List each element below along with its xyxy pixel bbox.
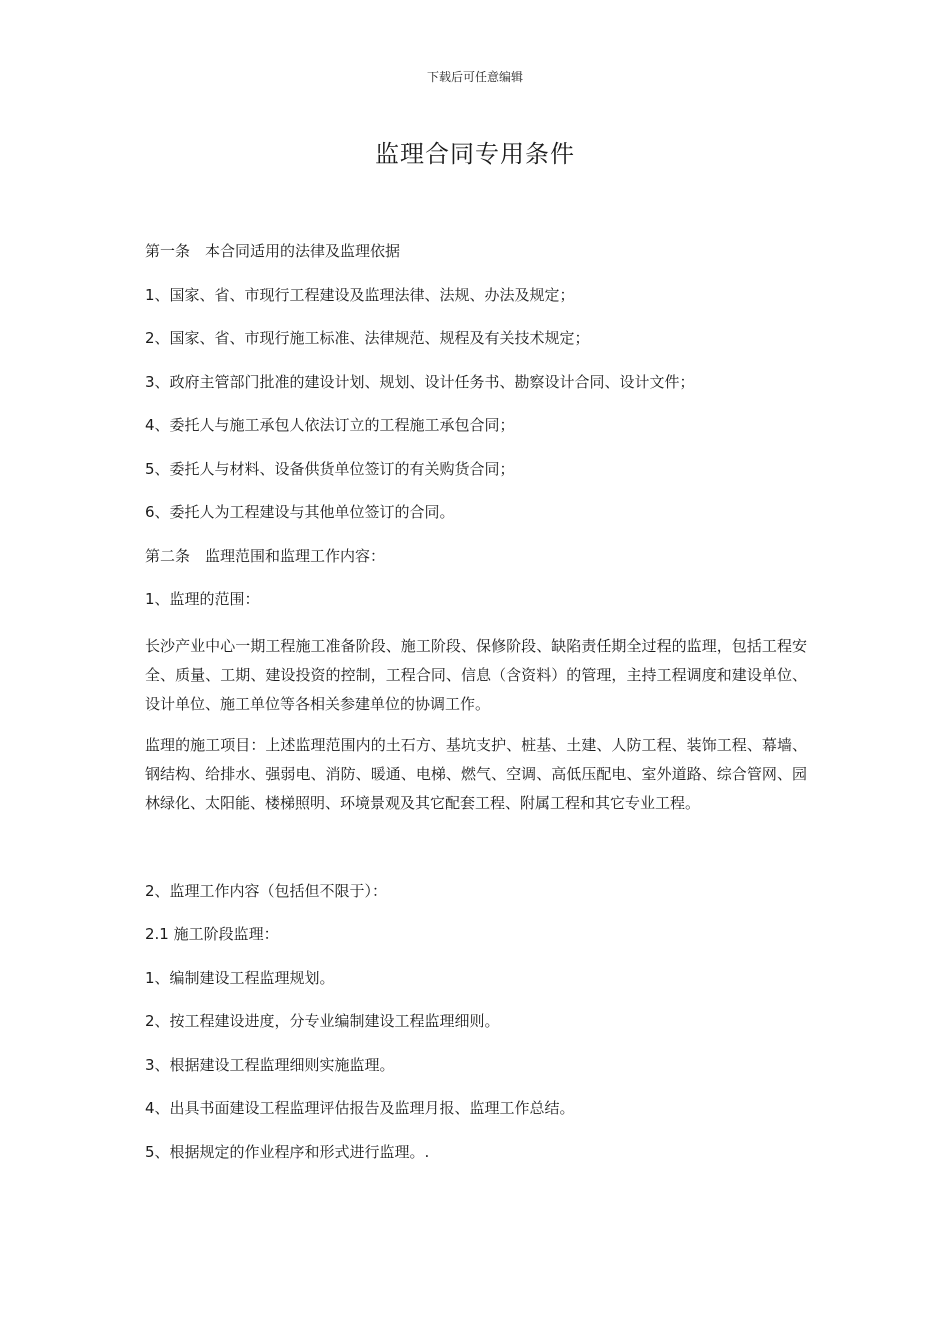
section1-item: 2、国家、省、市现行施工标准、法律规范、规程及有关技术规定； [145,329,590,347]
section1-item: 4、委托人与施工承包人依法订立的工程施工承包合同； [145,416,515,434]
content-heading: 2、监理工作内容（包括但不限于）： [145,881,388,900]
blank-line [145,830,807,880]
section1-item: 1、国家、省、市现行工程建设及监理法律、法规、办法及规定； [145,285,575,304]
scope-heading: 1、监理的范围： [145,590,260,608]
stage-heading: 2.1 施工阶段监理： [145,925,279,943]
stage-item: 1、编制建设工程监理规划。 [145,968,335,987]
section1-heading: 第一条 本合同适用的法律及监理依据 [145,242,401,260]
stage-item: 5、根据规定的作业程序和形式进行监理。. [145,1142,430,1161]
projects-text: 监理的施工项目：上述监理范围内的土石方、基坑支护、桩基、土建、人防工程、装饰工程、幕墙、钢结构、给排水、强弱电、消防、暖通、电梯、燃气、空调、高低压配电、室外道路、综合管网、园林绿化、太阳能、楼梯照明、环境景观及其它配套工程、附属工程和其它专业工程。 [145,735,807,812]
stage-item: 3、根据建设工程监理细则实施监理。 [145,1055,395,1074]
section2-heading: 第二条 监理范围和监理工作内容： [145,546,386,565]
section1-item: 6、委托人为工程建设与其他单位签订的合同。 [145,503,455,521]
scope-text: 长沙产业中心一期工程施工准备阶段、施工阶段、保修阶段、缺陷责任期全过程的监理，包括工程安全、质量、工期、建设投资的控制，工程合同、信息（含资料）的管理，主持工程调度和建设单位、设计单位、施工单位等各相关参建单位的协调工作。 [145,636,807,713]
stage-item: 4、出具书面建设工程监理评估报告及监理月报、监理工作总结。 [145,1099,575,1117]
header-note: 下载后可任意编辑 [426,70,523,84]
document-body [145,240,807,1184]
document-title: 监理合同专用条件 [375,140,575,168]
stage-item: 2、按工程建设进度，分专业编制建设工程监理细则。 [145,1012,500,1030]
section1-item: 3、政府主管部门批准的建设计划、规划、设计任务书、勘察设计合同、设计文件； [145,372,695,391]
section1-item: 5、委托人与材料、设备供货单位签订的有关购货合同； [145,459,515,478]
